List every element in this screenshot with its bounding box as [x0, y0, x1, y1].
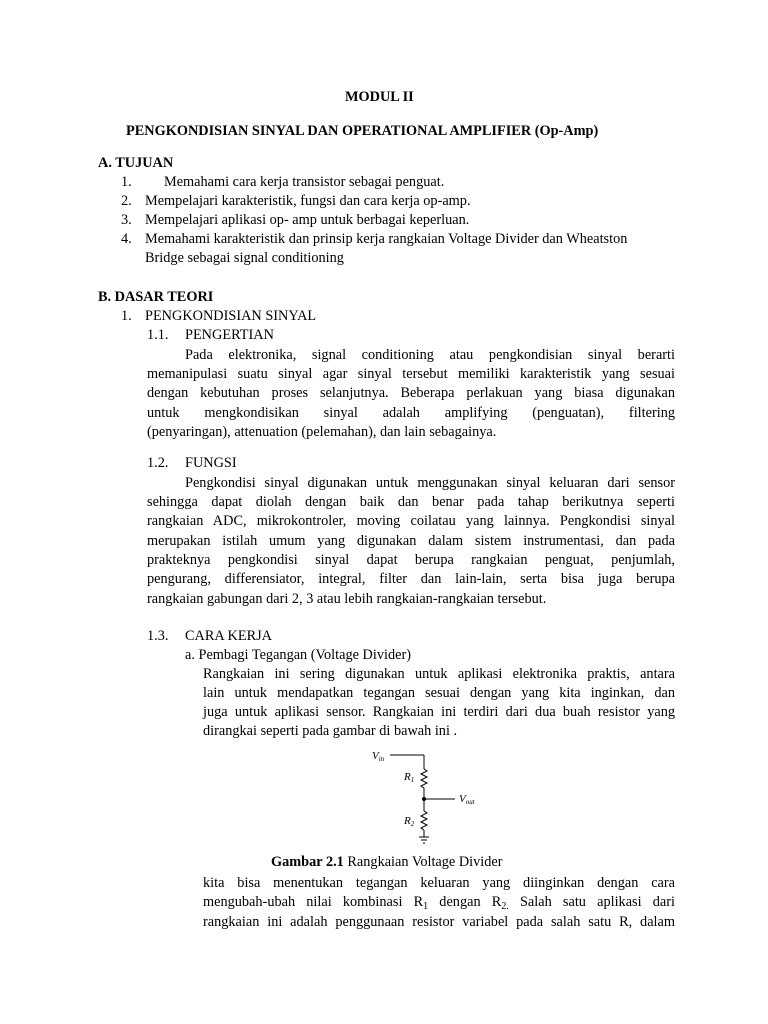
- paragraph-line: mengubah-ubah nilai kombinasi $R_1$ dengan $R_{2.}$ Salah satu aplikasi dari: [203, 894, 675, 912]
- list-item: Mempelajari karakteristik, fungsi dan cara kerja op-amp.: [145, 193, 471, 209]
- list-item-number: 1.: [121, 174, 132, 190]
- list-item-number: 3.: [121, 212, 132, 228]
- subsection-number: 1.: [121, 308, 132, 324]
- paragraph-line: sehingga dapat diolah dengan baik dan benar pada tahap berikutnya seperti: [147, 494, 675, 510]
- paragraph-line: untuk mengkondisikan sinyal adalah amplifying (penguatan), filtering: [147, 405, 675, 421]
- list-item: Memahami karakteristik dan prinsip kerja rangkaian Voltage Divider dan Wheatston: [145, 231, 628, 247]
- list-item-continuation: Bridge sebagai signal conditioning: [145, 250, 344, 266]
- vout-label: Vout: [459, 793, 475, 806]
- r1-label: R1: [404, 771, 415, 784]
- section-number: 1.1.: [147, 327, 169, 343]
- list-item-number: 4.: [121, 231, 132, 247]
- caption-text: Rangkaian Voltage Divider: [343, 854, 503, 870]
- section-title: CARA KERJA: [185, 628, 272, 644]
- paragraph-line: lain untuk mendapatkan tegangan sesuai dengan yang kita inginkan, dan: [203, 685, 675, 701]
- list-item-a: a. Pembagi Tegangan (Voltage Divider): [185, 647, 411, 663]
- paragraph-line: dirangkai seperti pada gambar di bawah ini .: [203, 723, 458, 739]
- paragraph-line: dengan kebutuhan proses selanjutnya. Beberapa perlakuan yang biasa digunakan: [147, 385, 675, 401]
- paragraph-line: (penyaringan), attenuation (pelemahan), dan lain sebagainya.: [147, 424, 497, 440]
- caption-label: Gambar 2.1: [271, 854, 344, 870]
- paragraph-line: juga untuk aplikasi sensor. Rangkaian ini terdiri dari dua buah resistor yang: [203, 704, 675, 720]
- subsection-title: PENGKONDISIAN SINYAL: [145, 308, 317, 324]
- paragraph-line: rangkaian ADC, mikrokontroler, moving coilatau yang lainnya. Pengkondisi sinyal: [147, 513, 675, 529]
- page-title: MODUL II: [345, 89, 414, 105]
- section-a-heading: A. TUJUAN: [98, 155, 174, 171]
- paragraph-line: memanipulasi suatu sinyal agar sinyal tersebut memiliki karakteristik yang sesuai: [147, 366, 675, 382]
- section-title: PENGERTIAN: [185, 327, 274, 343]
- section-title: FUNGSI: [185, 455, 237, 471]
- figure-caption: [271, 855, 503, 869]
- list-item-number: 2.: [121, 193, 132, 209]
- section-b-heading: B. DASAR TEORI: [98, 289, 214, 305]
- vin-label: Vin: [372, 750, 385, 763]
- paragraph-line: Pengkondisi sinyal digunakan untuk menggunakan sinyal keluaran dari sensor: [185, 475, 675, 491]
- page-subtitle: PENGKONDISIAN SINYAL DAN OPERATIONAL AMPLIFIER (Op-Amp): [126, 123, 599, 139]
- section-number: 1.3.: [147, 628, 169, 644]
- paragraph-line: pengurang, differensiator, integral, filter dan lain-lain, serta bisa juga berupa: [147, 571, 675, 587]
- r2-label: R2: [404, 815, 415, 828]
- paragraph-line: Pada elektronika, signal conditioning atau pengkondisian sinyal berarti: [185, 347, 675, 363]
- paragraph-line: rangkaian gabungan dari 2, 3 atau lebih rangkaian-rangkaian tersebut.: [147, 591, 547, 607]
- list-item: Mempelajari aplikasi op- amp untuk berbagai keperluan.: [145, 212, 470, 228]
- voltage-divider-diagram: [360, 745, 500, 845]
- paragraph-line: kita bisa menentukan tegangan keluaran yang diinginkan dengan cara: [203, 875, 675, 891]
- paragraph-line: rangkaian ini adalah penggunaan resistor variabel pada salah satu R, dalam: [203, 914, 675, 930]
- paragraph-line: Rangkaian ini sering digunakan untuk aplikasi elektronika praktis, antara: [203, 666, 675, 682]
- paragraph-line: prakteknya pengkondisi sinyal dapat berupa rangkaian penguat, penjumlah,: [147, 552, 675, 568]
- paragraph-line: merupakan istilah umum yang digunakan dalam sistem instrumentasi, dan pada: [147, 533, 675, 549]
- section-number: 1.2.: [147, 455, 169, 471]
- list-item: Memahami cara kerja transistor sebagai penguat.: [164, 174, 445, 190]
